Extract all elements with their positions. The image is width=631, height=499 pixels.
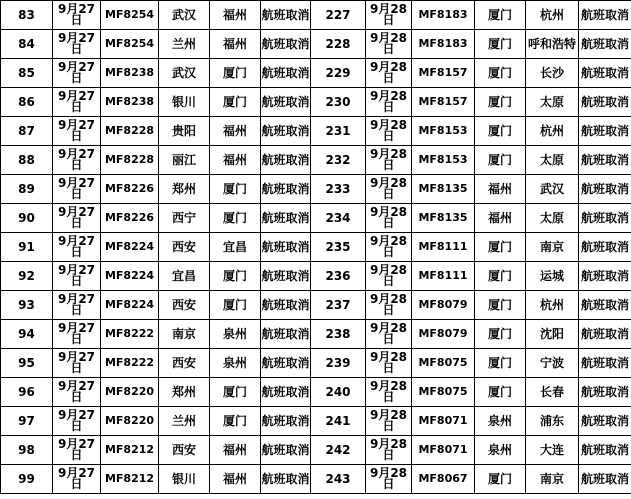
right-flight-status: 航班取消 bbox=[579, 262, 631, 291]
left-flight-number: MF8222 bbox=[101, 320, 159, 349]
right-destination-city: 宁波 bbox=[526, 349, 579, 378]
left-flight-date: 9月27日 bbox=[53, 1, 101, 30]
right-destination-city: 太原 bbox=[526, 88, 579, 117]
right-flight-date: 9月28日 bbox=[366, 175, 412, 204]
left-destination-city: 厦门 bbox=[210, 378, 261, 407]
left-flight-date: 9月27日 bbox=[53, 378, 101, 407]
left-flight-number: MF8224 bbox=[101, 291, 159, 320]
table-row bbox=[1, 233, 631, 262]
right-flight-status: 航班取消 bbox=[579, 88, 631, 117]
left-row-number: 99 bbox=[1, 465, 53, 494]
left-flight-status: 航班取消 bbox=[261, 349, 311, 378]
left-flight-number: MF8238 bbox=[101, 59, 159, 88]
left-flight-date: 9月27日 bbox=[53, 146, 101, 175]
right-flight-status: 航班取消 bbox=[579, 436, 631, 465]
right-row-number: 238 bbox=[311, 320, 366, 349]
left-flight-date: 9月27日 bbox=[53, 320, 101, 349]
left-origin-city: 郑州 bbox=[159, 378, 210, 407]
left-row-number: 97 bbox=[1, 407, 53, 436]
left-flight-status: 航班取消 bbox=[261, 233, 311, 262]
right-flight-date: 9月28日 bbox=[366, 320, 412, 349]
right-flight-status: 航班取消 bbox=[579, 59, 631, 88]
right-flight-status: 航班取消 bbox=[579, 349, 631, 378]
left-flight-number: MF8228 bbox=[101, 146, 159, 175]
left-flight-number: MF8212 bbox=[101, 436, 159, 465]
right-flight-date: 9月28日 bbox=[366, 59, 412, 88]
table-row bbox=[1, 59, 631, 88]
right-row-number: 237 bbox=[311, 291, 366, 320]
right-origin-city: 厦门 bbox=[475, 59, 526, 88]
right-flight-status: 航班取消 bbox=[579, 146, 631, 175]
left-origin-city: 西宁 bbox=[159, 204, 210, 233]
left-destination-city: 福州 bbox=[210, 30, 261, 59]
left-row-number: 83 bbox=[1, 1, 53, 30]
left-destination-city: 厦门 bbox=[210, 204, 261, 233]
left-destination-city: 厦门 bbox=[210, 175, 261, 204]
left-row-number: 84 bbox=[1, 30, 53, 59]
left-origin-city: 贵阳 bbox=[159, 117, 210, 146]
left-destination-city: 福州 bbox=[210, 146, 261, 175]
right-flight-status: 航班取消 bbox=[579, 378, 631, 407]
right-flight-date: 9月28日 bbox=[366, 378, 412, 407]
left-origin-city: 武汉 bbox=[159, 1, 210, 30]
left-origin-city: 武汉 bbox=[159, 59, 210, 88]
right-flight-status: 航班取消 bbox=[579, 407, 631, 436]
left-flight-number: MF8220 bbox=[101, 407, 159, 436]
right-flight-status: 航班取消 bbox=[579, 233, 631, 262]
right-row-number: 231 bbox=[311, 117, 366, 146]
right-row-number: 242 bbox=[311, 436, 366, 465]
left-destination-city: 福州 bbox=[210, 1, 261, 30]
right-row-number: 240 bbox=[311, 378, 366, 407]
right-flight-status: 航班取消 bbox=[579, 1, 631, 30]
right-flight-status: 航班取消 bbox=[579, 465, 631, 494]
left-flight-status: 航班取消 bbox=[261, 407, 311, 436]
left-row-number: 90 bbox=[1, 204, 53, 233]
right-flight-number: MF8157 bbox=[412, 88, 475, 117]
right-row-number: 230 bbox=[311, 88, 366, 117]
right-flight-number: MF8153 bbox=[412, 146, 475, 175]
left-flight-date: 9月27日 bbox=[53, 30, 101, 59]
left-flight-date: 9月27日 bbox=[53, 233, 101, 262]
left-flight-number: MF8226 bbox=[101, 175, 159, 204]
left-flight-date: 9月27日 bbox=[53, 349, 101, 378]
left-destination-city: 泉州 bbox=[210, 349, 261, 378]
right-origin-city: 厦门 bbox=[475, 262, 526, 291]
table-row bbox=[1, 378, 631, 407]
table-row bbox=[1, 146, 631, 175]
left-origin-city: 丽江 bbox=[159, 146, 210, 175]
left-flight-date: 9月27日 bbox=[53, 291, 101, 320]
right-origin-city: 厦门 bbox=[475, 349, 526, 378]
left-flight-status: 航班取消 bbox=[261, 291, 311, 320]
right-origin-city: 厦门 bbox=[475, 233, 526, 262]
left-flight-status: 航班取消 bbox=[261, 204, 311, 233]
left-flight-date: 9月27日 bbox=[53, 117, 101, 146]
left-destination-city: 厦门 bbox=[210, 291, 261, 320]
right-flight-status: 航班取消 bbox=[579, 320, 631, 349]
right-flight-date: 9月28日 bbox=[366, 204, 412, 233]
right-destination-city: 杭州 bbox=[526, 291, 579, 320]
left-flight-date: 9月27日 bbox=[53, 436, 101, 465]
right-flight-number: MF8135 bbox=[412, 175, 475, 204]
right-flight-number: MF8157 bbox=[412, 59, 475, 88]
right-destination-city: 呼和浩特 bbox=[526, 30, 579, 59]
right-flight-date: 9月28日 bbox=[366, 88, 412, 117]
right-flight-date: 9月28日 bbox=[366, 30, 412, 59]
left-flight-date: 9月27日 bbox=[53, 59, 101, 88]
right-origin-city: 厦门 bbox=[475, 465, 526, 494]
right-row-number: 239 bbox=[311, 349, 366, 378]
right-flight-number: MF8153 bbox=[412, 117, 475, 146]
left-flight-date: 9月27日 bbox=[53, 262, 101, 291]
right-flight-date: 9月28日 bbox=[366, 1, 412, 30]
left-flight-status: 航班取消 bbox=[261, 59, 311, 88]
left-flight-date: 9月27日 bbox=[53, 407, 101, 436]
right-flight-date: 9月28日 bbox=[366, 465, 412, 494]
right-flight-date: 9月28日 bbox=[366, 407, 412, 436]
right-destination-city: 运城 bbox=[526, 262, 579, 291]
right-destination-city: 武汉 bbox=[526, 175, 579, 204]
left-destination-city: 厦门 bbox=[210, 407, 261, 436]
right-flight-number: MF8183 bbox=[412, 1, 475, 30]
table-row bbox=[1, 117, 631, 146]
left-row-number: 86 bbox=[1, 88, 53, 117]
left-flight-number: MF8224 bbox=[101, 233, 159, 262]
table-row bbox=[1, 262, 631, 291]
right-origin-city: 厦门 bbox=[475, 88, 526, 117]
right-flight-number: MF8075 bbox=[412, 349, 475, 378]
right-flight-number: MF8183 bbox=[412, 30, 475, 59]
right-row-number: 235 bbox=[311, 233, 366, 262]
left-flight-date: 9月27日 bbox=[53, 204, 101, 233]
right-flight-status: 航班取消 bbox=[579, 117, 631, 146]
left-row-number: 94 bbox=[1, 320, 53, 349]
left-flight-status: 航班取消 bbox=[261, 1, 311, 30]
left-flight-number: MF8222 bbox=[101, 349, 159, 378]
left-origin-city: 宜昌 bbox=[159, 262, 210, 291]
table-row bbox=[1, 407, 631, 436]
left-origin-city: 南京 bbox=[159, 320, 210, 349]
right-flight-number: MF8111 bbox=[412, 262, 475, 291]
right-flight-number: MF8067 bbox=[412, 465, 475, 494]
left-flight-status: 航班取消 bbox=[261, 320, 311, 349]
right-flight-number: MF8075 bbox=[412, 378, 475, 407]
left-destination-city: 厦门 bbox=[210, 88, 261, 117]
right-row-number: 229 bbox=[311, 59, 366, 88]
left-destination-city: 福州 bbox=[210, 436, 261, 465]
right-flight-date: 9月28日 bbox=[366, 291, 412, 320]
right-destination-city: 杭州 bbox=[526, 117, 579, 146]
right-row-number: 227 bbox=[311, 1, 366, 30]
right-destination-city: 长春 bbox=[526, 378, 579, 407]
left-flight-status: 航班取消 bbox=[261, 175, 311, 204]
left-flight-number: MF8224 bbox=[101, 262, 159, 291]
left-flight-date: 9月27日 bbox=[53, 88, 101, 117]
right-origin-city: 福州 bbox=[475, 175, 526, 204]
left-row-number: 96 bbox=[1, 378, 53, 407]
right-flight-status: 航班取消 bbox=[579, 204, 631, 233]
right-origin-city: 厦门 bbox=[475, 146, 526, 175]
left-origin-city: 兰州 bbox=[159, 30, 210, 59]
left-destination-city: 福州 bbox=[210, 117, 261, 146]
table-row bbox=[1, 88, 631, 117]
right-flight-number: MF8111 bbox=[412, 233, 475, 262]
left-flight-status: 航班取消 bbox=[261, 30, 311, 59]
table-row bbox=[1, 204, 631, 233]
left-flight-number: MF8226 bbox=[101, 204, 159, 233]
table-row bbox=[1, 349, 631, 378]
right-flight-date: 9月28日 bbox=[366, 349, 412, 378]
left-flight-date: 9月27日 bbox=[53, 175, 101, 204]
left-flight-date: 9月27日 bbox=[53, 465, 101, 494]
right-destination-city: 南京 bbox=[526, 465, 579, 494]
right-origin-city: 福州 bbox=[475, 204, 526, 233]
left-origin-city: 银川 bbox=[159, 88, 210, 117]
right-destination-city: 太原 bbox=[526, 204, 579, 233]
table-row bbox=[1, 436, 631, 465]
right-origin-city: 厦门 bbox=[475, 378, 526, 407]
left-origin-city: 银川 bbox=[159, 465, 210, 494]
right-destination-city: 大连 bbox=[526, 436, 579, 465]
left-flight-status: 航班取消 bbox=[261, 436, 311, 465]
right-origin-city: 厦门 bbox=[475, 320, 526, 349]
table-row bbox=[1, 291, 631, 320]
right-origin-city: 泉州 bbox=[475, 407, 526, 436]
left-destination-city: 泉州 bbox=[210, 320, 261, 349]
right-destination-city: 浦东 bbox=[526, 407, 579, 436]
left-origin-city: 西安 bbox=[159, 291, 210, 320]
right-row-number: 243 bbox=[311, 465, 366, 494]
right-flight-date: 9月28日 bbox=[366, 262, 412, 291]
left-row-number: 98 bbox=[1, 436, 53, 465]
right-flight-number: MF8079 bbox=[412, 291, 475, 320]
right-origin-city: 厦门 bbox=[475, 1, 526, 30]
right-origin-city: 厦门 bbox=[475, 30, 526, 59]
right-flight-number: MF8071 bbox=[412, 407, 475, 436]
right-flight-number: MF8135 bbox=[412, 204, 475, 233]
right-row-number: 233 bbox=[311, 175, 366, 204]
left-row-number: 85 bbox=[1, 59, 53, 88]
left-origin-city: 西安 bbox=[159, 233, 210, 262]
right-destination-city: 太原 bbox=[526, 146, 579, 175]
left-origin-city: 西安 bbox=[159, 349, 210, 378]
left-destination-city: 厦门 bbox=[210, 262, 261, 291]
right-flight-status: 航班取消 bbox=[579, 291, 631, 320]
right-flight-date: 9月28日 bbox=[366, 436, 412, 465]
table-row bbox=[1, 465, 631, 494]
left-flight-status: 航班取消 bbox=[261, 117, 311, 146]
left-origin-city: 兰州 bbox=[159, 407, 210, 436]
left-destination-city: 宜昌 bbox=[210, 233, 261, 262]
right-origin-city: 厦门 bbox=[475, 291, 526, 320]
left-origin-city: 郑州 bbox=[159, 175, 210, 204]
left-flight-number: MF8238 bbox=[101, 88, 159, 117]
left-flight-number: MF8212 bbox=[101, 465, 159, 494]
table-row bbox=[1, 1, 631, 30]
left-destination-city: 福州 bbox=[210, 465, 261, 494]
table-row bbox=[1, 320, 631, 349]
left-row-number: 92 bbox=[1, 262, 53, 291]
left-destination-city: 厦门 bbox=[210, 59, 261, 88]
right-row-number: 234 bbox=[311, 204, 366, 233]
table-row bbox=[1, 30, 631, 59]
right-origin-city: 厦门 bbox=[475, 117, 526, 146]
left-flight-status: 航班取消 bbox=[261, 262, 311, 291]
right-flight-date: 9月28日 bbox=[366, 117, 412, 146]
left-row-number: 87 bbox=[1, 117, 53, 146]
left-flight-number: MF8254 bbox=[101, 30, 159, 59]
right-flight-number: MF8071 bbox=[412, 436, 475, 465]
left-flight-status: 航班取消 bbox=[261, 378, 311, 407]
left-flight-number: MF8254 bbox=[101, 1, 159, 30]
left-row-number: 91 bbox=[1, 233, 53, 262]
right-flight-date: 9月28日 bbox=[366, 146, 412, 175]
left-flight-number: MF8228 bbox=[101, 117, 159, 146]
right-row-number: 232 bbox=[311, 146, 366, 175]
right-row-number: 228 bbox=[311, 30, 366, 59]
right-origin-city: 泉州 bbox=[475, 436, 526, 465]
left-row-number: 88 bbox=[1, 146, 53, 175]
table-body bbox=[1, 1, 631, 494]
right-destination-city: 长沙 bbox=[526, 59, 579, 88]
left-row-number: 93 bbox=[1, 291, 53, 320]
right-row-number: 241 bbox=[311, 407, 366, 436]
left-row-number: 89 bbox=[1, 175, 53, 204]
right-row-number: 236 bbox=[311, 262, 366, 291]
left-flight-status: 航班取消 bbox=[261, 465, 311, 494]
right-destination-city: 南京 bbox=[526, 233, 579, 262]
left-flight-number: MF8220 bbox=[101, 378, 159, 407]
right-flight-status: 航班取消 bbox=[579, 30, 631, 59]
right-destination-city: 杭州 bbox=[526, 1, 579, 30]
table-row bbox=[1, 175, 631, 204]
right-destination-city: 沈阳 bbox=[526, 320, 579, 349]
left-flight-status: 航班取消 bbox=[261, 146, 311, 175]
left-row-number: 95 bbox=[1, 349, 53, 378]
left-origin-city: 西安 bbox=[159, 436, 210, 465]
right-flight-number: MF8079 bbox=[412, 320, 475, 349]
right-flight-status: 航班取消 bbox=[579, 175, 631, 204]
right-flight-date: 9月28日 bbox=[366, 233, 412, 262]
left-flight-status: 航班取消 bbox=[261, 88, 311, 117]
